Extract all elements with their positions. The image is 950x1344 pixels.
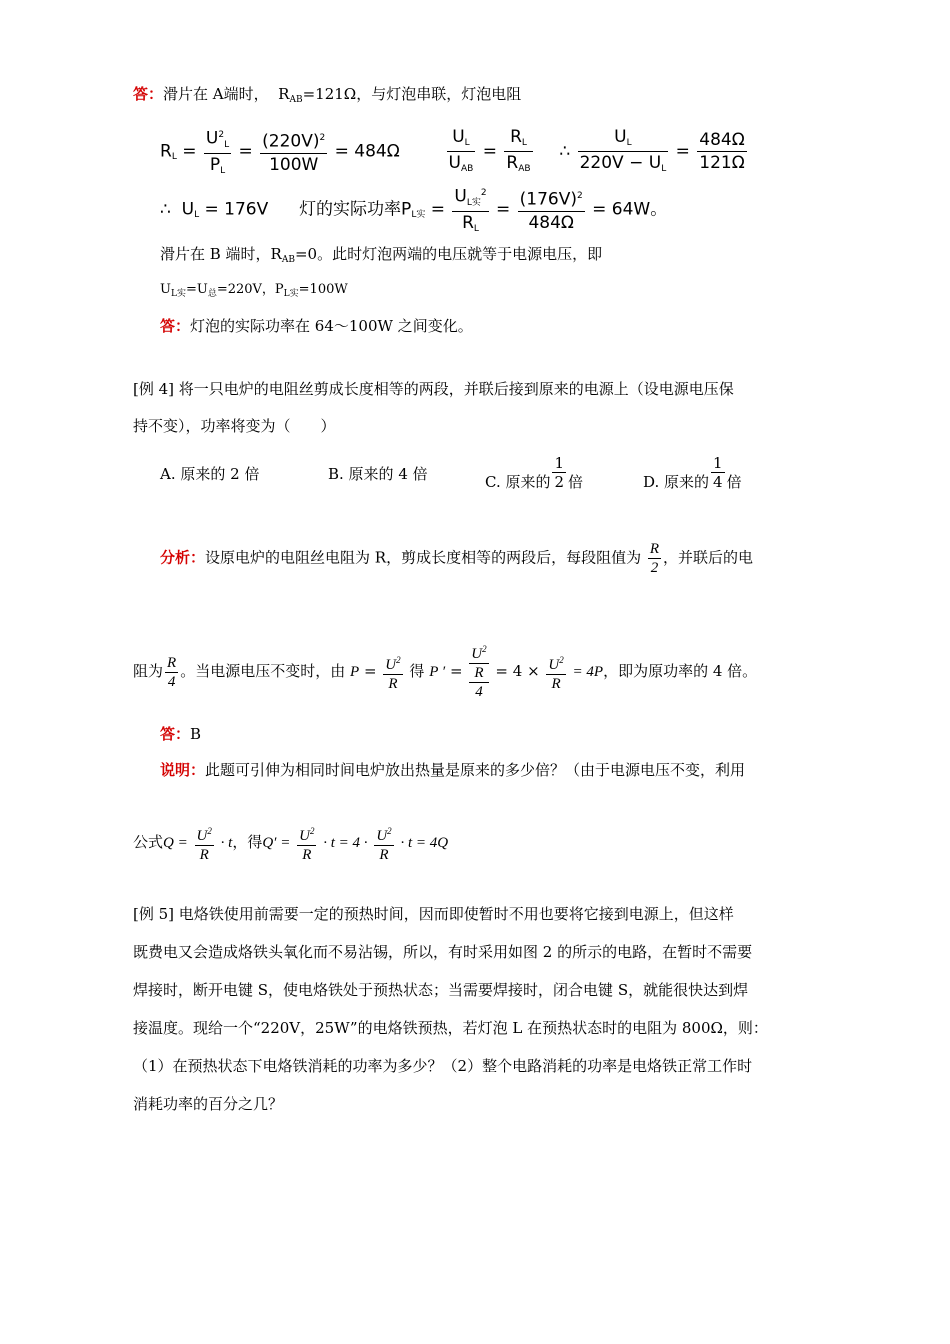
answer-b: 答：B (160, 725, 202, 743)
answer-line-1: 答：滑片在 A端时， $R_{AB}=121\Omega$，与灯泡串联，灯泡电阻 (133, 85, 522, 105)
option-b: B. 原来的 4 倍 (328, 465, 428, 483)
fraction-484-121: $\frac{484\Omega}{121\Omega}$ (699, 129, 745, 173)
slider-b-line: 滑片在 B 端时，$R_{AB}=0$。此时灯泡两端的电压就等于电源电压，即 (160, 245, 603, 265)
equation-row-1: RL = $\frac{U^2L}{PL}$ = $\frac{(220V)^2}{100W}$ = 484Ω $\frac{UL}{\text{UAB}}$ = $\frac{RL}{\text{RAB}}$ ∴ $\frac{UL}{220V - UL}$ = $\frac{484\Omega}{121\Omega}$ (160, 124, 749, 179)
option-a: A. 原来的 2 倍 (160, 465, 260, 483)
example-4-line-2: 持不变），功率将变为（ ） (133, 417, 336, 435)
analysis-line-2: 阻为 $\frac{R}{4}$ 。当电源电压不变时，由 P = $\frac{U^2}{R}$ 得 P ′ = $U^2$ R 4 = 4 × $\frac{U^2}{R}$ = 4P，即为原功率的 4 倍。 (133, 640, 757, 701)
fraction-ul-220: $\frac{UL}{220V - UL}$ (579, 126, 667, 174)
option-d: D. 原来的 $\frac{1}{4}$ 倍 (643, 454, 742, 491)
fraction-rl-rab: $\frac{RL}{\text{RAB}}$ (506, 126, 531, 174)
example-5-line-1: [例 5] 电烙铁使用前需要一定的预热时间，因而即使暂时不用也要将它接到电源上，但这样 (133, 905, 734, 923)
fraction-ulr-r: $\frac{UL实^2}{RL}$ (452, 182, 488, 237)
fraction-ul-uab: $\frac{UL}{\text{UAB}}$ (448, 126, 474, 174)
example-4-line-1: [例 4] 将一只电炉的电阻丝剪成长度相等的两段，并联后接到原来的电源上（设电源电压保 (133, 380, 734, 398)
example-5-line-6: 消耗功率的百分之几？ (133, 1095, 284, 1113)
example-5-line-5: （1）在预热状态下电烙铁消耗的功率为多少？（2）整个电路消耗的功率是电烙铁正常工作时 (133, 1057, 753, 1075)
option-c: C. 原来的 $\frac{1}{2}$ 倍 (485, 454, 584, 491)
fraction-220-100: $\frac{(220V)^2}{100W}$ (260, 127, 327, 176)
example-5-line-4: 接温度。现给一个“220V，25W”的电烙铁预热，若灯泡 L 在预热状态时的电阻为 800Ω，则： (133, 1019, 768, 1037)
fraction-176-484: $\frac{(176V)^2}{484\Omega}$ (518, 185, 585, 234)
fraction-ul2-pl: $\frac{U^2L}{PL}$ (204, 124, 231, 179)
answer-line-2: 答：灯泡的实际功率在 64～100W 之间变化。 (160, 317, 473, 335)
analysis-line-1: 分析：设原电炉的电阻丝电阻为 R，剪成长度相等的两段后，每段阻值为 $\frac{R}{2}$ ，并联后的电 (160, 541, 754, 576)
example-5-line-3: 焊接时，断开电键 S，使电烙铁处于预热状态；当需要焊接时，闭合电键 S，就能很快达到焊 (133, 981, 749, 999)
equation-row-2: ∴ UL = 176V 灯的实际功率PL实 = $\frac{UL实^2}{RL}$ = $\frac{(176V)^2}{484\Omega}$ = 64W。 (160, 182, 667, 237)
note-line-1: 说明：此题可引伸为相同时间电炉放出热量是原来的多少倍？（由于电源电压不变，利用 (160, 761, 746, 779)
note-line-2: 公式Q = $\frac{U^2}{R}$ · t，得Q′ = $\frac{U^2}{R}$ · t = 4 · $\frac{U^2}{R}$ · t = 4Q (133, 822, 448, 864)
answer-label: 答： (133, 85, 164, 103)
example-5-line-2: 既费电又会造成烙铁头氧化而不易沾锡，所以，有时采用如图 2 的所示的电路，在暂时不需要 (133, 943, 753, 961)
voltage-line: $U_{L实}=U_总=220V$，$P_{L实}=100W$ (160, 282, 348, 299)
